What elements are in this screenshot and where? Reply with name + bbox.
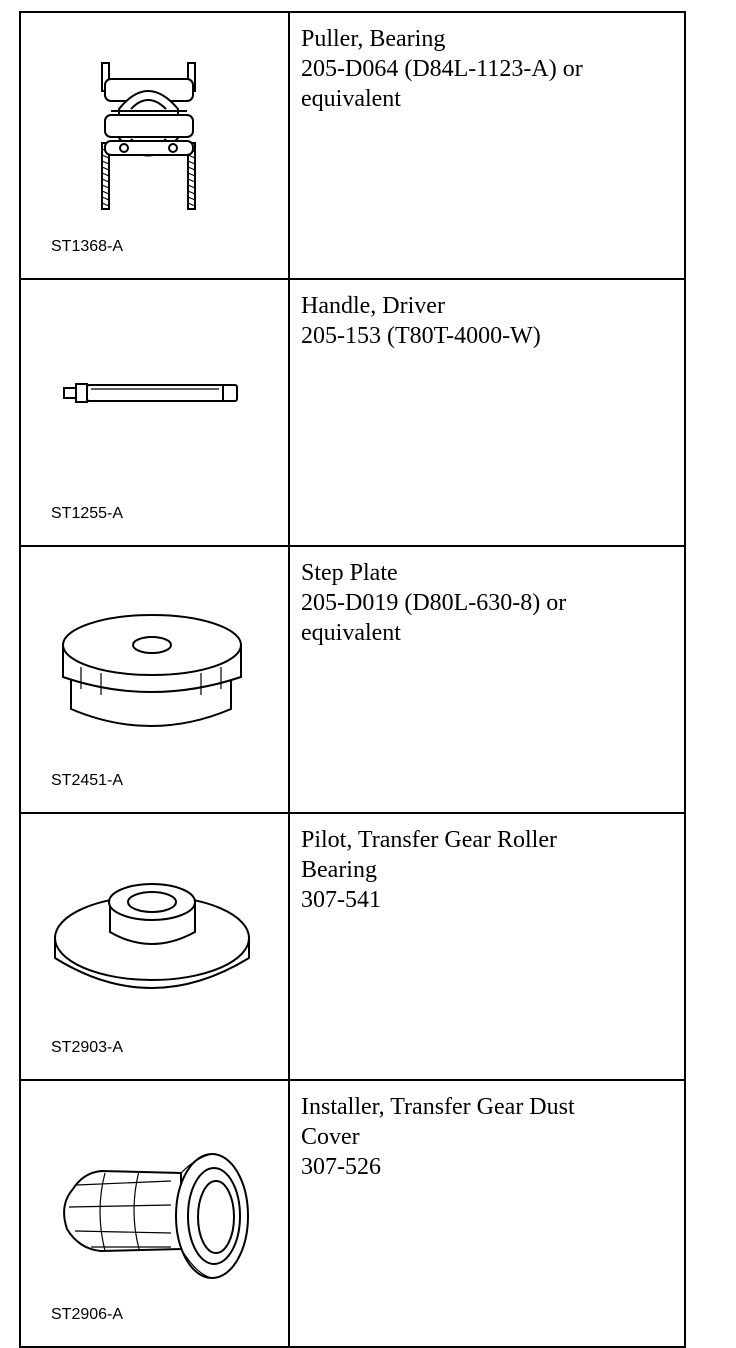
tool-illustration-cell xyxy=(20,1080,289,1347)
tool-equivalent: equivalent xyxy=(301,86,401,112)
tool-equivalent: equivalent xyxy=(301,620,401,646)
table-row xyxy=(20,279,685,546)
tool-code: ST1368-A xyxy=(51,238,124,255)
table-row xyxy=(20,546,685,813)
tool-part-number: 205-D064 (D84L-1123-A) or xyxy=(301,56,583,82)
tool-name-cont: Cover xyxy=(301,1124,360,1150)
tool-code: ST2903-A xyxy=(51,1039,124,1056)
special-tools-table xyxy=(19,11,686,1348)
tool-part-number: 307-541 xyxy=(301,887,381,913)
tool-description-cell xyxy=(289,546,685,813)
tool-code: ST2451-A xyxy=(51,772,124,789)
bearing-puller-icon xyxy=(21,13,288,267)
driver-handle-icon xyxy=(21,280,288,534)
tool-part-number: 205-D019 (D80L-630-8) or xyxy=(301,590,567,616)
tool-name: Handle, Driver xyxy=(301,293,445,319)
tool-part-number: 307-526 xyxy=(301,1154,381,1180)
pilot-icon xyxy=(21,814,288,1068)
tool-illustration-cell xyxy=(20,279,289,546)
tool-part-number: 205-153 (T80T-4000-W) xyxy=(301,323,541,349)
tool-name: Puller, Bearing xyxy=(301,26,446,52)
tool-name: Installer, Transfer Gear Dust xyxy=(301,1094,575,1120)
step-plate-icon xyxy=(21,547,288,801)
table-row xyxy=(20,12,685,279)
tool-illustration-cell xyxy=(20,813,289,1080)
tool-description-cell xyxy=(289,813,685,1080)
table-row xyxy=(20,1080,685,1347)
tool-name-cont: Bearing xyxy=(301,857,377,883)
table-row xyxy=(20,813,685,1080)
tool-description-cell xyxy=(289,1080,685,1347)
tool-illustration-cell xyxy=(20,12,289,279)
tool-illustration-cell xyxy=(20,546,289,813)
installer-icon xyxy=(21,1081,288,1335)
tool-code: ST2906-A xyxy=(51,1306,124,1323)
tool-description-cell xyxy=(289,12,685,279)
tool-name: Step Plate xyxy=(301,560,398,586)
tool-description-cell xyxy=(289,279,685,546)
tool-code: ST1255-A xyxy=(51,505,124,522)
tool-name: Pilot, Transfer Gear Roller xyxy=(301,827,557,853)
